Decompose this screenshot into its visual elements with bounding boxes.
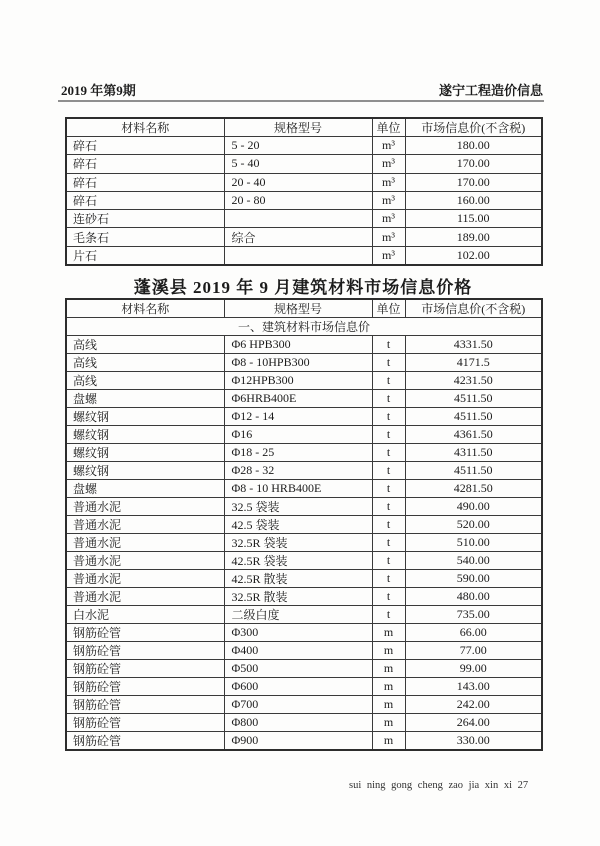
column-header: 市场信息价(不含税)	[405, 299, 542, 318]
table-cell: t	[372, 372, 405, 390]
header-divider	[58, 100, 544, 102]
table-cell: 螺纹钢	[66, 444, 224, 462]
table-cell: 5 - 40	[224, 155, 372, 173]
table-row	[66, 155, 542, 173]
table-cell: 32.5R 袋装	[224, 534, 372, 552]
table-cell: 264.00	[405, 714, 542, 732]
column-header: 规格型号	[224, 118, 372, 137]
table-cell: 189.00	[405, 228, 542, 246]
table-cell: 碎石	[66, 137, 224, 155]
table-cell: 4311.50	[405, 444, 542, 462]
column-header: 单位	[372, 118, 405, 137]
table-row	[66, 246, 542, 265]
table-cell: 4511.50	[405, 408, 542, 426]
table-cell: 510.00	[405, 534, 542, 552]
table-cell: 490.00	[405, 498, 542, 516]
column-header: 材料名称	[66, 299, 224, 318]
materials-price-table-continued	[65, 117, 543, 266]
table-cell: m³	[372, 191, 405, 209]
table-cell: m³	[372, 155, 405, 173]
table-cell: 钢筋砼管	[66, 642, 224, 660]
table-row	[66, 714, 542, 732]
table-cell: 42.5R 袋装	[224, 552, 372, 570]
table-cell: 综合	[224, 228, 372, 246]
table-cell: 20 - 80	[224, 191, 372, 209]
table-cell: Φ700	[224, 696, 372, 714]
table-row	[66, 516, 542, 534]
table-cell: 螺纹钢	[66, 408, 224, 426]
table-cell: 高线	[66, 354, 224, 372]
table-row	[66, 606, 542, 624]
page-header	[61, 80, 543, 99]
table-cell: 钢筋砼管	[66, 678, 224, 696]
table-cell: m³	[372, 173, 405, 191]
table-cell: 钢筋砼管	[66, 624, 224, 642]
table-cell: 钢筋砼管	[66, 696, 224, 714]
table-cell: 735.00	[405, 606, 542, 624]
table-row	[66, 228, 542, 246]
table-cell: 480.00	[405, 588, 542, 606]
table-row	[66, 137, 542, 155]
table-row	[66, 534, 542, 552]
table-cell: Φ18 - 25	[224, 444, 372, 462]
table-cell: 碎石	[66, 173, 224, 191]
table-cell: 66.00	[405, 624, 542, 642]
table-cell: 102.00	[405, 246, 542, 265]
table-row	[66, 444, 542, 462]
table-row	[66, 408, 542, 426]
table-cell: 4511.50	[405, 462, 542, 480]
table-cell: 4231.50	[405, 372, 542, 390]
table-cell: Φ800	[224, 714, 372, 732]
table-cell: Φ12 - 14	[224, 408, 372, 426]
table-row	[66, 336, 542, 354]
table-cell: t	[372, 390, 405, 408]
table-header-row	[66, 118, 542, 137]
pengxi-materials-price-table	[65, 298, 543, 751]
table-cell: 99.00	[405, 660, 542, 678]
table-cell: Φ6 HPB300	[224, 336, 372, 354]
table-cell: 盘螺	[66, 480, 224, 498]
column-header: 单位	[372, 299, 405, 318]
table-cell: t	[372, 534, 405, 552]
table-cell: 590.00	[405, 570, 542, 588]
table-cell: t	[372, 462, 405, 480]
table-cell: t	[372, 552, 405, 570]
table-cell: t	[372, 426, 405, 444]
table-cell: 32.5 袋装	[224, 498, 372, 516]
table-cell: Φ6HRB400E	[224, 390, 372, 408]
column-header: 规格型号	[224, 299, 372, 318]
table-cell: t	[372, 408, 405, 426]
table-cell: 盘螺	[66, 390, 224, 408]
table-cell: 5 - 20	[224, 137, 372, 155]
table-cell: 242.00	[405, 696, 542, 714]
table-cell: 540.00	[405, 552, 542, 570]
table-row	[66, 462, 542, 480]
table-cell: 高线	[66, 372, 224, 390]
table-row	[66, 732, 542, 751]
table-cell: 330.00	[405, 732, 542, 751]
table-cell: Φ600	[224, 678, 372, 696]
table-cell: 钢筋砼管	[66, 660, 224, 678]
issue-label: 2019 年第9期	[61, 83, 136, 98]
table-cell: 普通水泥	[66, 588, 224, 606]
table-cell: Φ900	[224, 732, 372, 751]
table-cell: m³	[372, 137, 405, 155]
table-cell: m	[372, 696, 405, 714]
table-row	[66, 642, 542, 660]
table-row	[66, 480, 542, 498]
table-section-row	[66, 318, 542, 336]
table-cell: 毛条石	[66, 228, 224, 246]
section-title: 蓬溪县 2019 年 9 月建筑材料市场信息价格	[133, 278, 473, 297]
table-cell: 32.5R 散装	[224, 588, 372, 606]
table-cell: 普通水泥	[66, 552, 224, 570]
table-cell: 4511.50	[405, 390, 542, 408]
table-row	[66, 660, 542, 678]
table-cell: t	[372, 444, 405, 462]
table-cell: 115.00	[405, 210, 542, 228]
page-footer: sui ning gong cheng zao jia xin xi 27	[349, 780, 529, 791]
table-cell: 170.00	[405, 155, 542, 173]
table-cell: 二级白度	[224, 606, 372, 624]
table-cell: 螺纹钢	[66, 426, 224, 444]
table-cell: 520.00	[405, 516, 542, 534]
table-cell: Φ8 - 10HPB300	[224, 354, 372, 372]
table-cell: 77.00	[405, 642, 542, 660]
table-row	[66, 696, 542, 714]
table-cell: 普通水泥	[66, 498, 224, 516]
table-cell: 180.00	[405, 137, 542, 155]
table-row	[66, 354, 542, 372]
table-cell: t	[372, 480, 405, 498]
table-cell: m	[372, 732, 405, 751]
table-cell: m	[372, 624, 405, 642]
table-cell: 160.00	[405, 191, 542, 209]
table-cell: t	[372, 606, 405, 624]
table-cell: 螺纹钢	[66, 462, 224, 480]
table-cell: 钢筋砼管	[66, 714, 224, 732]
table-cell: Φ28 - 32	[224, 462, 372, 480]
table-cell: 普通水泥	[66, 570, 224, 588]
table-cell: m	[372, 714, 405, 732]
table-row	[66, 678, 542, 696]
table-cell: t	[372, 498, 405, 516]
publication-title: 遂宁工程造价信息	[438, 83, 543, 98]
table-row	[66, 498, 542, 516]
table-cell: t	[372, 516, 405, 534]
table-cell: 42.5 袋装	[224, 516, 372, 534]
table-cell: 片石	[66, 246, 224, 265]
table-cell: 连砂石	[66, 210, 224, 228]
table-cell: 170.00	[405, 173, 542, 191]
table-cell: Φ400	[224, 642, 372, 660]
table-row	[66, 173, 542, 191]
table-row	[66, 624, 542, 642]
table-row	[66, 426, 542, 444]
table-cell: 4171.5	[405, 354, 542, 372]
table-cell: 碎石	[66, 155, 224, 173]
table-cell: 4361.50	[405, 426, 542, 444]
table-row	[66, 210, 542, 228]
table-cell: t	[372, 570, 405, 588]
table-cell: m³	[372, 228, 405, 246]
table-cell: 白水泥	[66, 606, 224, 624]
table-row	[66, 570, 542, 588]
table-cell: 20 - 40	[224, 173, 372, 191]
table-cell	[224, 210, 372, 228]
table-row	[66, 372, 542, 390]
table-cell: 4281.50	[405, 480, 542, 498]
table-cell: t	[372, 588, 405, 606]
table-cell: Φ8 - 10 HRB400E	[224, 480, 372, 498]
table-cell: t	[372, 336, 405, 354]
column-header: 材料名称	[66, 118, 224, 137]
table-cell: m	[372, 678, 405, 696]
table-cell: m³	[372, 246, 405, 265]
table-cell: Φ300	[224, 624, 372, 642]
table-cell: Φ12HPB300	[224, 372, 372, 390]
table-cell: t	[372, 354, 405, 372]
column-header: 市场信息价(不含税)	[405, 118, 542, 137]
table-cell: m³	[372, 210, 405, 228]
table-cell: 143.00	[405, 678, 542, 696]
table-row	[66, 390, 542, 408]
table-row	[66, 552, 542, 570]
table-cell: 高线	[66, 336, 224, 354]
table-cell: 钢筋砼管	[66, 732, 224, 751]
table-cell: Φ500	[224, 660, 372, 678]
table-cell: m	[372, 642, 405, 660]
table-cell	[224, 246, 372, 265]
table-cell: Φ16	[224, 426, 372, 444]
table-section-label: 一、建筑材料市场信息价	[66, 318, 542, 336]
table-row	[66, 191, 542, 209]
table-cell: 普通水泥	[66, 534, 224, 552]
table-header-row	[66, 299, 542, 318]
table-cell: 42.5R 散装	[224, 570, 372, 588]
table-cell: 4331.50	[405, 336, 542, 354]
table-row	[66, 588, 542, 606]
table-cell: 普通水泥	[66, 516, 224, 534]
table-cell: 碎石	[66, 191, 224, 209]
table-cell: m	[372, 660, 405, 678]
